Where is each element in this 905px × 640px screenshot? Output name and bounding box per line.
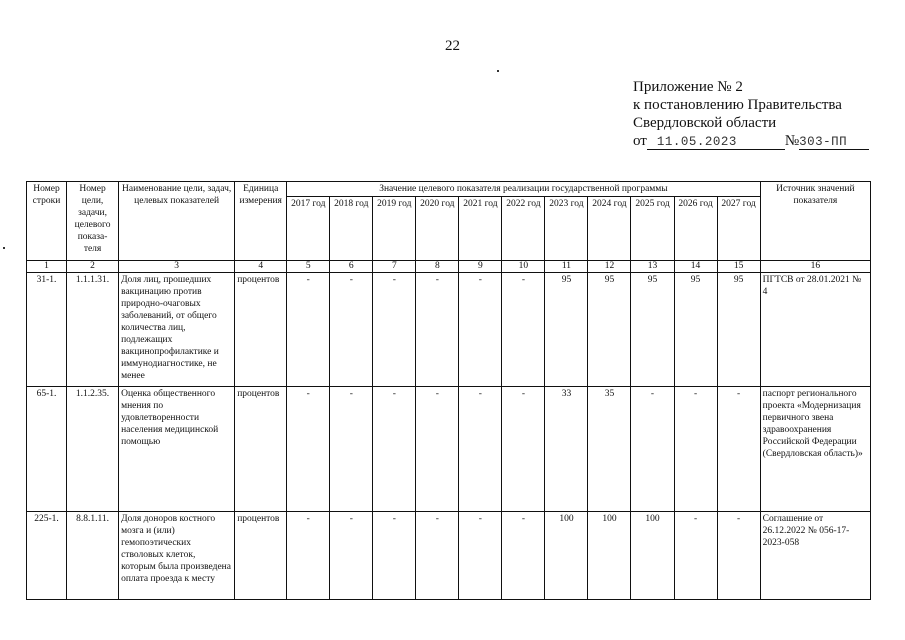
value-cell: - [502,512,545,600]
value-cell: - [373,273,416,387]
value-cell: - [287,387,330,512]
column-number: 15 [717,261,760,273]
column-number: 8 [416,261,459,273]
value-cell: 95 [588,273,631,387]
goal-number: 1.1.1.31. [67,273,119,387]
value-cell: - [330,273,373,387]
column-number: 11 [545,261,588,273]
value-cell: 95 [545,273,588,387]
column-number: 7 [373,261,416,273]
column-number: 10 [502,261,545,273]
value-cell: 95 [674,273,717,387]
header-year: 2021 год [459,197,502,261]
value-cell: 100 [545,512,588,600]
indicator-name: Оценка общественного мнения по удовлетворенности населения медицинской помощью [119,387,235,512]
value-cell: - [330,512,373,600]
column-number: 13 [631,261,674,273]
appendix-header [633,78,869,150]
scan-speck [497,70,499,72]
indicator-name: Доля лиц, прошедших вакцинацию против природно-очаговых заболеваний, от общего количества лиц, подлежащих вакцинопрофилактике и иммунодиагностике, не менее [119,273,235,387]
value-cell: - [459,512,502,600]
column-number: 4 [235,261,287,273]
header-year: 2018 год [330,197,373,261]
unit: процентов [235,387,287,512]
header-year: 2023 год [545,197,588,261]
value-cell: - [674,512,717,600]
table-row [27,273,871,387]
column-number: 14 [674,261,717,273]
header-unit: Единица измерения [235,182,287,261]
value-cell: - [287,273,330,387]
from-label: от [633,133,647,149]
header-year: 2017 год [287,197,330,261]
header-year: 2024 год [588,197,631,261]
value-cell: - [502,387,545,512]
column-number: 12 [588,261,631,273]
value-cell: - [416,512,459,600]
header-year: 2025 год [631,197,674,261]
unit: процентов [235,273,287,387]
source: ПГТСВ от 28.01.2021 № 4 [760,273,870,387]
decree-number: 303-ПП [799,135,848,149]
appendix-line: к постановлению Правительства [633,97,842,113]
value-cell: 100 [631,512,674,600]
column-number-row [27,261,871,273]
header-row-number: Номер строки [27,182,67,261]
value-cell: - [502,273,545,387]
value-cell: 95 [631,273,674,387]
column-number: 2 [67,261,119,273]
value-cell: - [459,273,502,387]
indicator-name: Доля доноров костного мозга и (или) гемопоэтических стволовых клеток, которым была произведена оплата проезда к месту [119,512,235,600]
header-values-group: Значение целевого показателя реализации государственной программы [287,182,760,197]
value-cell: - [459,387,502,512]
value-cell: 95 [717,273,760,387]
column-number: 16 [760,261,870,273]
decree-date: 11.05.2023 [656,135,737,149]
page-number: 22 [445,38,460,54]
indicators-table [26,181,871,600]
header-year: 2020 год [416,197,459,261]
table-row [27,387,871,512]
value-cell: 100 [588,512,631,600]
appendix-line: Свердловской области [633,115,777,131]
column-number: 5 [287,261,330,273]
column-number: 9 [459,261,502,273]
value-cell: - [416,273,459,387]
appendix-title: Приложение № 2 [633,79,743,95]
header-source: Источник значений показателя [760,182,870,261]
header-year: 2022 год [502,197,545,261]
value-cell: 33 [545,387,588,512]
unit: процентов [235,512,287,600]
value-cell: - [416,387,459,512]
table-row [27,512,871,600]
header-name: Наименование цели, задач, целевых показателей [119,182,235,261]
value-cell: - [373,387,416,512]
row-number: 31-1. [27,273,67,387]
row-number: 65-1. [27,387,67,512]
goal-number: 1.1.2.35. [67,387,119,512]
value-cell: - [631,387,674,512]
row-number: 225-1. [27,512,67,600]
value-cell: - [287,512,330,600]
decree-date-line [633,132,869,150]
value-cell: 35 [588,387,631,512]
value-cell: - [674,387,717,512]
header-goal-number: Номер цели, задачи, целевого показа-теля [67,182,119,261]
goal-number: 8.8.1.11. [67,512,119,600]
source: паспорт регионального проекта «Модернизация первичного звена здравоохранения Российской Федерации (Свердловская область)» [760,387,870,512]
header-year: 2027 год [717,197,760,261]
scan-speck [3,247,5,249]
value-cell: - [717,387,760,512]
source: Соглашение от 26.12.2022 № 056-17-2023-058 [760,512,870,600]
value-cell: - [373,512,416,600]
column-number: 3 [119,261,235,273]
value-cell: - [330,387,373,512]
header-year: 2019 год [373,197,416,261]
number-label: № [784,133,800,149]
value-cell: - [717,512,760,600]
column-number: 6 [330,261,373,273]
column-number: 1 [27,261,67,273]
header-year: 2026 год [674,197,717,261]
